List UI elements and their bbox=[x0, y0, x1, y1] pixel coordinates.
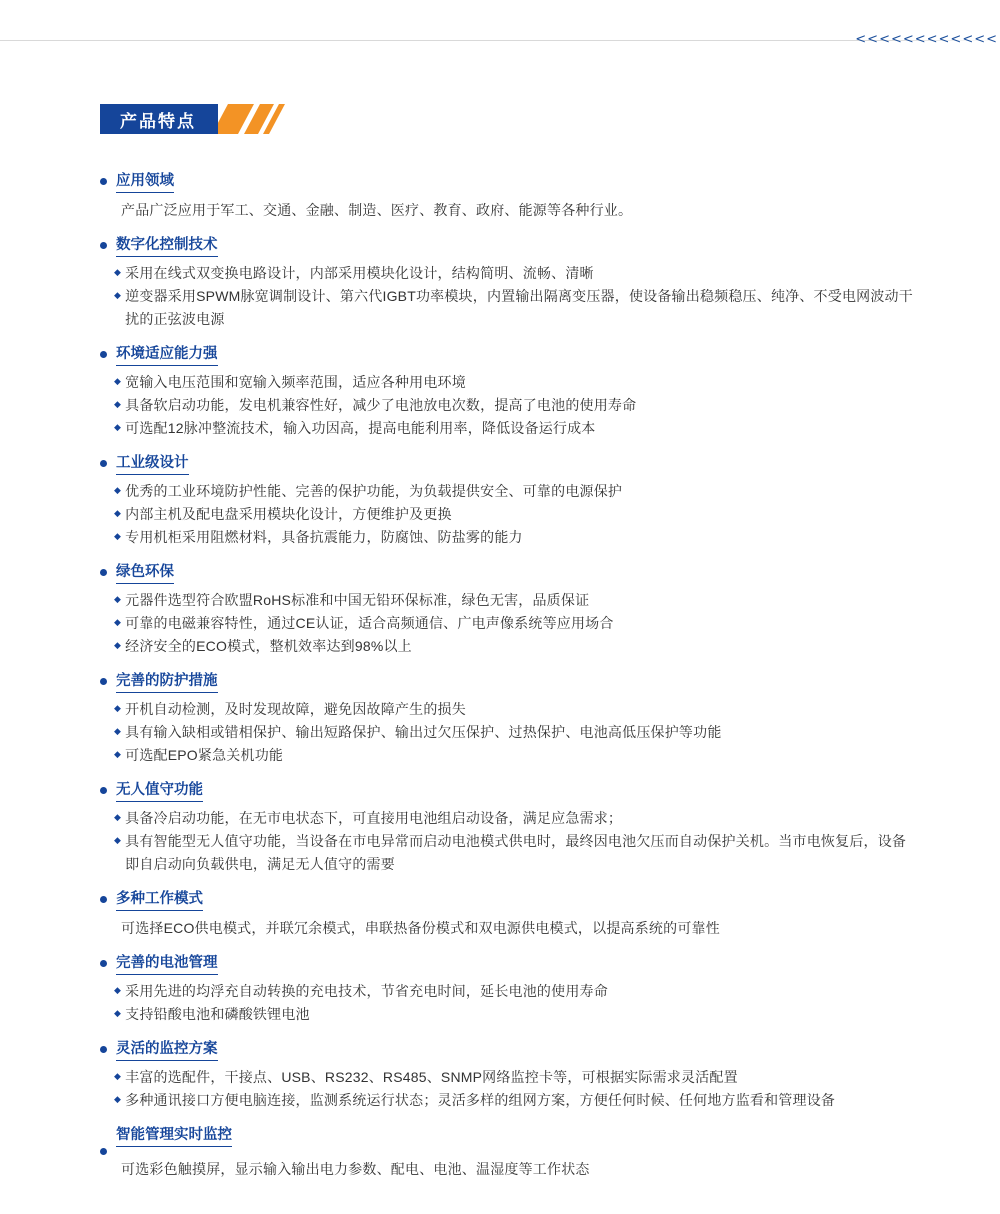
diamond-bullet-icon: ◆ bbox=[114, 268, 122, 278]
chevron-decoration: <<<<<<<<<<<< bbox=[855, 32, 998, 47]
list-item: ◆ 开机自动检测，及时发现故障，避免因故障产生的损失 bbox=[114, 698, 920, 721]
feature-group-title: 智能管理实时监控 bbox=[116, 1126, 232, 1147]
feature-group-title: 环境适应能力强 bbox=[116, 345, 218, 366]
bullet-dot-icon bbox=[100, 1148, 107, 1155]
feature-group-title: 完善的电池管理 bbox=[116, 954, 218, 975]
list-item: ◆ 多种通讯接口方便电脑连接，监测系统运行状态；灵活多样的组网方案，方便任何时候、任何地方监看和管理设备 bbox=[114, 1089, 920, 1112]
list-item: ◆ 可选配12脉冲整流技术，输入功因高，提高电能利用率，降低设备运行成本 bbox=[114, 417, 920, 440]
section-banner bbox=[100, 104, 310, 134]
feature-paragraph: 可选择ECO供电模式，并联冗余模式，串联热备份模式和双电源供电模式，以提高系统的可靠性 bbox=[121, 920, 720, 936]
feature-group-title: 无人值守功能 bbox=[116, 781, 203, 802]
feature-group-title: 绿色环保 bbox=[116, 563, 174, 584]
feature-group-header bbox=[100, 345, 920, 366]
list-item: ◆ 采用先进的均浮充自动转换的充电技术，节省充电时间，延长电池的使用寿命 bbox=[114, 980, 920, 1003]
feature-group-header bbox=[100, 781, 920, 802]
feature-paragraph: 产品广泛应用于军工、交通、金融、制造、医疗、教育、政府、能源等各种行业。 bbox=[121, 202, 633, 218]
list-item: ◆ 可选配EPO紧急关机功能 bbox=[114, 744, 920, 767]
diamond-bullet-icon: ◆ bbox=[114, 750, 122, 760]
feature-group-header bbox=[100, 1040, 920, 1061]
diamond-bullet-icon: ◆ bbox=[114, 595, 122, 605]
feature-items bbox=[100, 807, 920, 876]
feature-group-header bbox=[100, 954, 920, 975]
diamond-bullet-icon: ◆ bbox=[114, 836, 122, 846]
diamond-bullet-icon: ◆ bbox=[114, 509, 122, 519]
list-item: ◆ 采用在线式双变换电路设计，内部采用模块化设计，结构简明、流畅、清晰 bbox=[114, 262, 920, 285]
feature-group bbox=[100, 454, 920, 549]
diamond-bullet-icon: ◆ bbox=[114, 986, 122, 996]
bullet-dot-icon bbox=[100, 351, 107, 358]
feature-group-title: 工业级设计 bbox=[116, 454, 189, 475]
feature-items bbox=[100, 980, 920, 1026]
bullet-dot-icon bbox=[100, 569, 107, 576]
list-item: ◆ 专用机柜采用阻燃材料，具备抗震能力，防腐蚀、防盐雾的能力 bbox=[114, 526, 920, 549]
diamond-bullet-icon: ◆ bbox=[114, 486, 122, 496]
diamond-bullet-icon: ◆ bbox=[114, 618, 122, 628]
diamond-bullet-icon: ◆ bbox=[114, 423, 122, 433]
feature-paragraph: 可选彩色触摸屏，显示输入输出电力参数、配电、电池、温湿度等工作状态 bbox=[121, 1161, 590, 1177]
diamond-bullet-icon: ◆ bbox=[114, 400, 122, 410]
diamond-bullet-icon: ◆ bbox=[114, 532, 122, 542]
feature-group bbox=[100, 954, 920, 1026]
bullet-dot-icon bbox=[100, 678, 107, 685]
top-divider bbox=[0, 40, 1000, 41]
list-item: ◆ 支持铅酸电池和磷酸铁锂电池 bbox=[114, 1003, 920, 1026]
list-item: ◆ 经济安全的ECO模式，整机效率达到98%以上 bbox=[114, 635, 920, 658]
bullet-dot-icon bbox=[100, 242, 107, 249]
list-item: ◆ 具备冷启动功能，在无市电状态下，可直接用电池组启动设备，满足应急需求； bbox=[114, 807, 920, 830]
list-item: ◆ 元器件选型符合欧盟RoHS标准和中国无铅环保标准，绿色无害，品质保证 bbox=[114, 589, 920, 612]
diamond-bullet-icon: ◆ bbox=[114, 813, 122, 823]
feature-group-header bbox=[100, 563, 920, 584]
list-item: ◆ 宽输入电压范围和宽输入频率范围，适应各种用电环境 bbox=[114, 371, 920, 394]
diamond-bullet-icon: ◆ bbox=[114, 1072, 122, 1082]
bullet-dot-icon bbox=[100, 960, 107, 967]
feature-group-title: 多种工作模式 bbox=[116, 890, 203, 911]
list-item: ◆ 具备软启动功能，发电机兼容性好，减少了电池放电次数，提高了电池的使用寿命 bbox=[114, 394, 920, 417]
diamond-bullet-icon: ◆ bbox=[114, 641, 122, 651]
feature-group-title: 应用领域 bbox=[116, 172, 174, 193]
bullet-dot-icon bbox=[100, 896, 107, 903]
feature-group bbox=[100, 172, 920, 222]
feature-group-header bbox=[100, 890, 920, 911]
feature-group bbox=[100, 890, 920, 940]
diamond-bullet-icon: ◆ bbox=[114, 727, 122, 737]
feature-items bbox=[100, 1066, 920, 1112]
feature-items bbox=[100, 371, 920, 440]
feature-group-title: 完善的防护措施 bbox=[116, 672, 218, 693]
feature-group bbox=[100, 781, 920, 876]
list-item: ◆ 丰富的选配件，干接点、USB、RS232、RS485、SNMP网络监控卡等，可根据实际需求灵活配置 bbox=[114, 1066, 920, 1089]
feature-group-title: 灵活的监控方案 bbox=[116, 1040, 218, 1061]
feature-group bbox=[100, 563, 920, 658]
diamond-bullet-icon: ◆ bbox=[114, 291, 122, 301]
list-item: ◆ 具有输入缺相或错相保护、输出短路保护、输出过欠压保护、过热保护、电池高低压保护等功能 bbox=[114, 721, 920, 744]
list-item: ◆ 优秀的工业环境防护性能、完善的保护功能，为负载提供安全、可靠的电源保护 bbox=[114, 480, 920, 503]
section-title: 产品特点 bbox=[100, 104, 218, 134]
diamond-bullet-icon: ◆ bbox=[114, 1095, 122, 1105]
list-item: ◆ 具有智能型无人值守功能，当设备在市电异常而启动电池模式供电时，最终因电池欠压而自动保护关机。当市电恢复后，设备即自启动向负载供电，满足无人值守的需要 bbox=[114, 830, 920, 876]
feature-group-header bbox=[100, 1126, 920, 1155]
list-item: ◆ 逆变器采用SPWM脉宽调制设计、第六代IGBT功率模块，内置输出隔离变压器，使设备输出稳频稳压、纯净、不受电网波动干扰的正弦波电源 bbox=[114, 285, 920, 331]
feature-list bbox=[100, 172, 920, 1181]
bullet-dot-icon bbox=[100, 460, 107, 467]
feature-items bbox=[100, 589, 920, 658]
bullet-dot-icon bbox=[100, 1046, 107, 1053]
list-item: ◆ 可靠的电磁兼容特性，通过CE认证，适合高频通信、广电声像系统等应用场合 bbox=[114, 612, 920, 635]
feature-group bbox=[100, 236, 920, 331]
feature-group-header bbox=[100, 236, 920, 257]
list-item: ◆ 内部主机及配电盘采用模块化设计，方便维护及更换 bbox=[114, 503, 920, 526]
feature-group-header bbox=[100, 672, 920, 693]
diamond-bullet-icon: ◆ bbox=[114, 377, 122, 387]
banner-stripe-decoration bbox=[218, 104, 310, 134]
bullet-dot-icon bbox=[100, 787, 107, 794]
feature-group bbox=[100, 1126, 920, 1181]
bullet-dot-icon bbox=[100, 178, 107, 185]
feature-group bbox=[100, 1040, 920, 1112]
feature-items bbox=[100, 698, 920, 767]
feature-group-header bbox=[100, 172, 920, 193]
feature-items bbox=[100, 480, 920, 549]
feature-group-header bbox=[100, 454, 920, 475]
feature-group bbox=[100, 345, 920, 440]
diamond-bullet-icon: ◆ bbox=[114, 704, 122, 714]
feature-group-title: 数字化控制技术 bbox=[116, 236, 218, 257]
feature-items bbox=[100, 262, 920, 331]
feature-group bbox=[100, 672, 920, 767]
diamond-bullet-icon: ◆ bbox=[114, 1009, 122, 1019]
